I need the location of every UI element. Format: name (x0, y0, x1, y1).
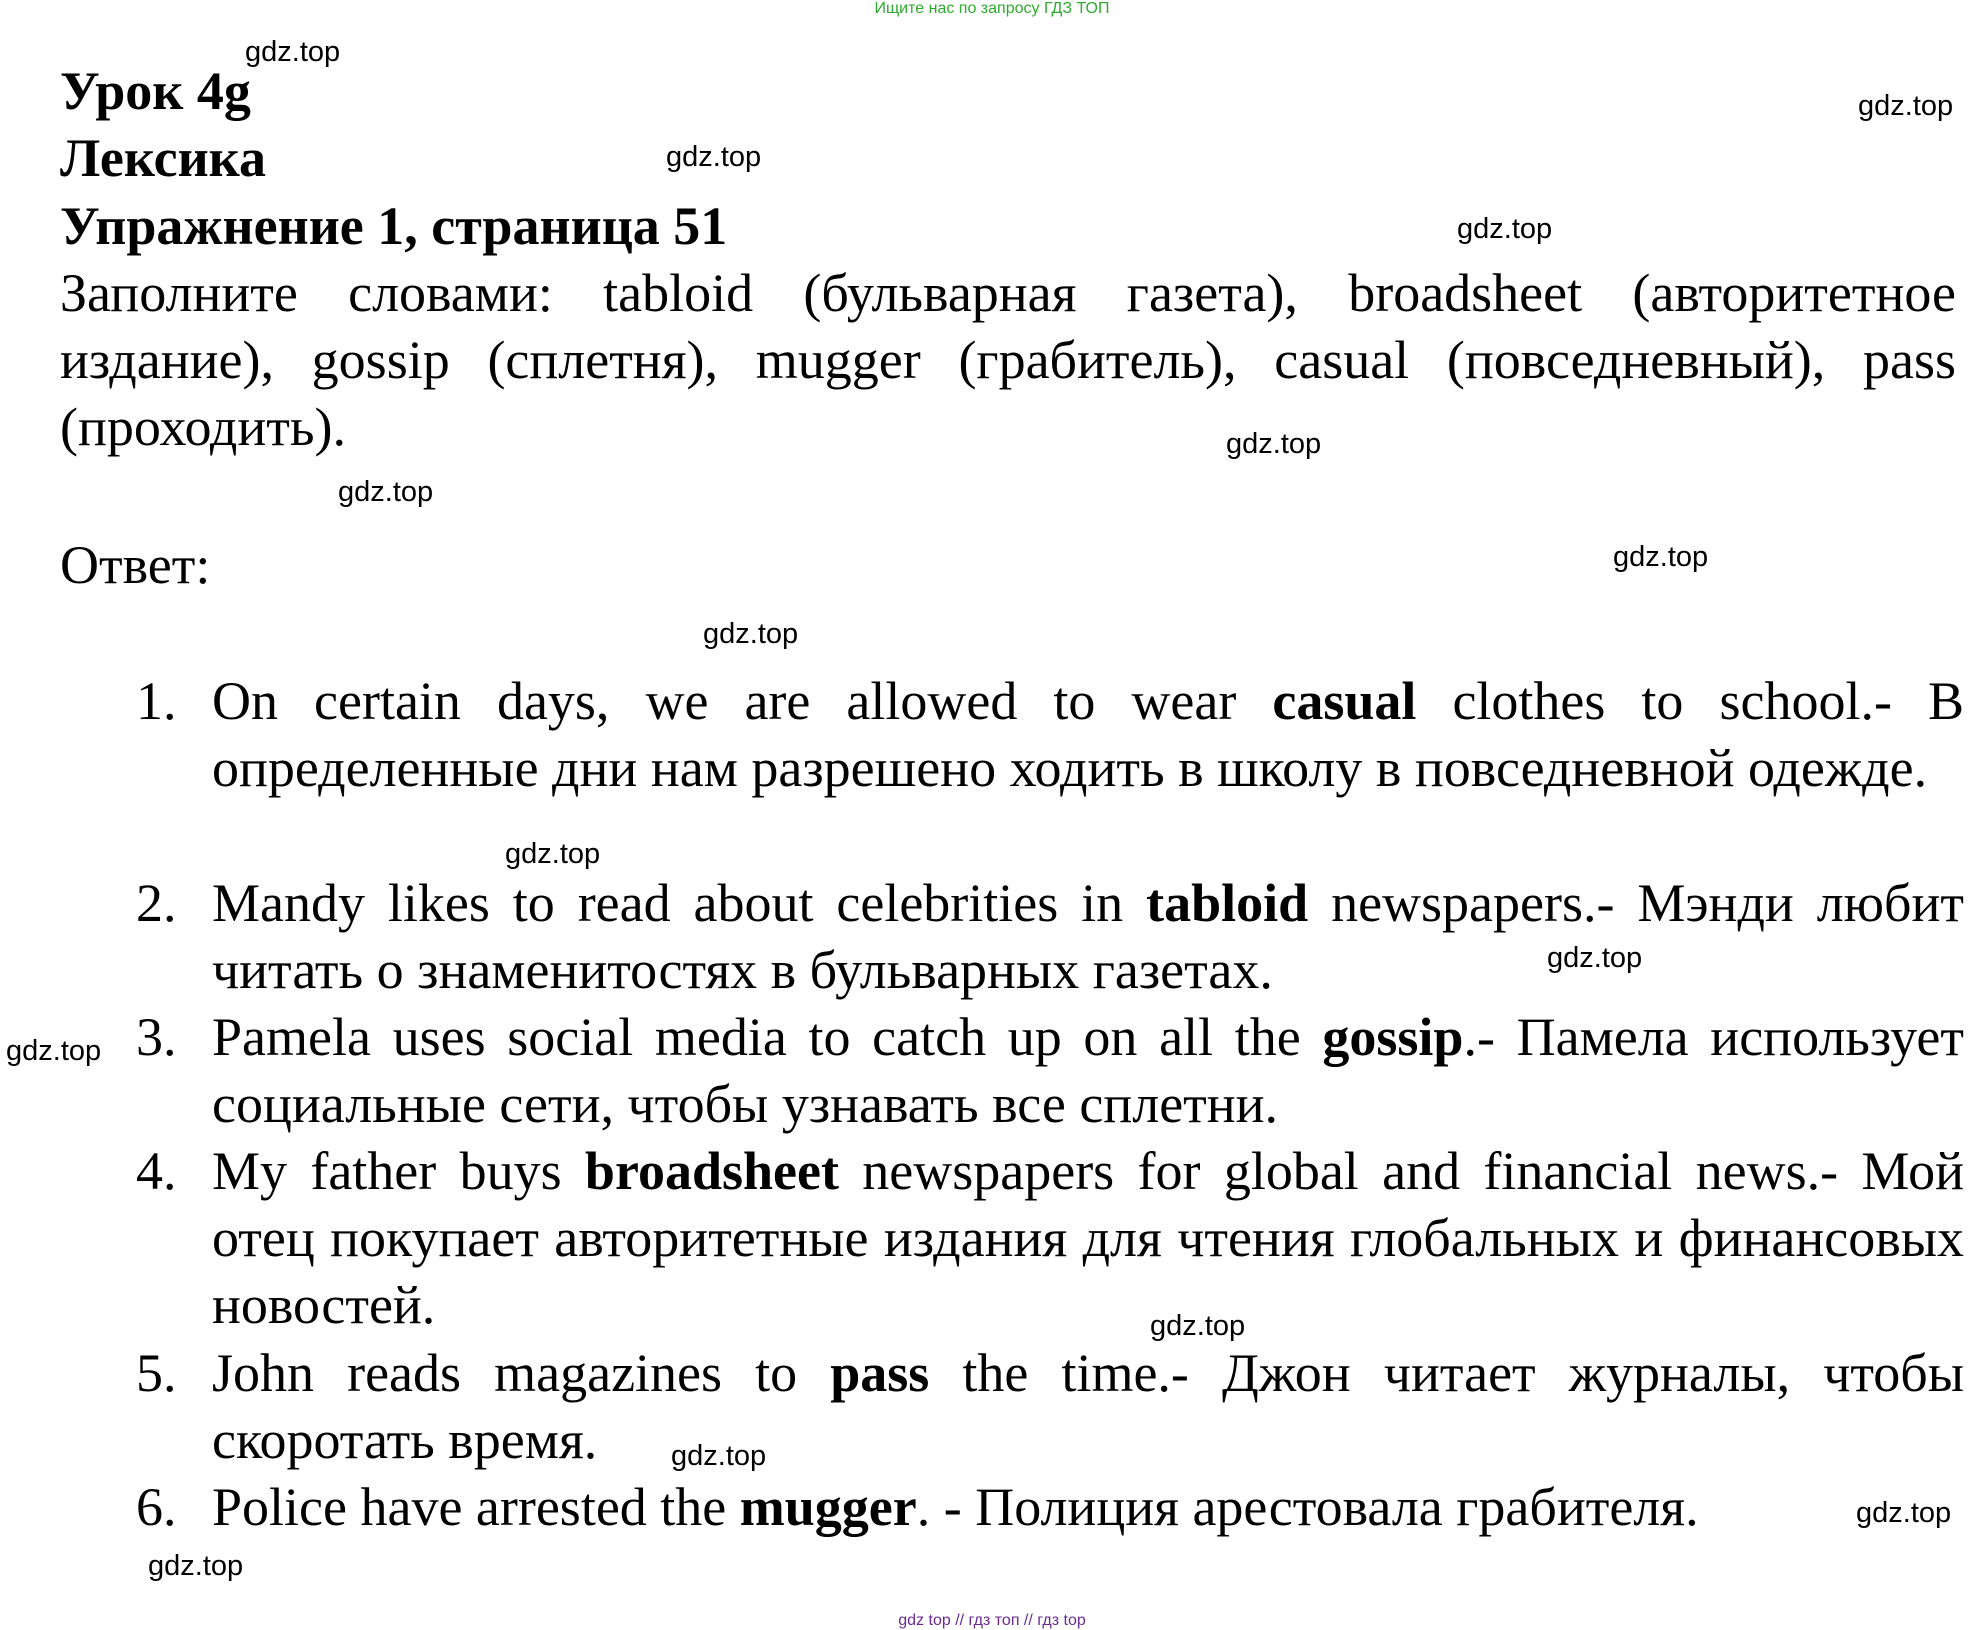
answer-text-before: John reads magazines to (212, 1343, 831, 1403)
answer-number: 6. (136, 1477, 177, 1537)
answer-text-after: newspapers for global and financial news.- Мой отец покупает авторитетные издания для чтения глобальных и финансовых новостей. (212, 1141, 1964, 1335)
answer-number: 2. (136, 873, 177, 933)
answer-text-before: My father buys (212, 1141, 585, 1201)
answer-number: 4. (136, 1141, 177, 1201)
answer-text-before: Mandy likes to read about celebrities in (212, 873, 1147, 933)
watermark: gdz.top (1858, 90, 1954, 122)
watermark: gdz.top (666, 141, 762, 173)
answer-item-6 (136, 1474, 1964, 1541)
answer-text-after: clothes to school.- В определенные дни нам разрешено ходить в школу в повседневной одежде. (212, 671, 1964, 798)
answer-text-before: On certain days, we are allowed to wear (212, 671, 1273, 731)
answer-keyword: mugger (739, 1477, 917, 1537)
answer-item-3 (136, 1004, 1964, 1138)
task-text: Заполните словами: tabloid (бульварная газета), broadsheet (авторитетное издание), gossip (сплетня), mugger (грабитель), casual (повседневный), pass (проходить). (60, 263, 1956, 457)
watermark: gdz.top (1856, 1497, 1952, 1529)
top-banner[interactable]: Ищите нас по запросу ГДЗ ТОП (874, 0, 1110, 17)
watermark: gdz.top (6, 1035, 102, 1067)
answer-number: 5. (136, 1343, 177, 1403)
answer-item-4 (136, 1138, 1964, 1339)
answer-text-after: .- Памела использует социальные сети, чтобы узнавать все сплетни. (212, 1007, 1964, 1134)
watermark: gdz.top (1150, 1310, 1246, 1342)
answer-text-after: newspapers.- Мэнди любит читать о знаменитостях в бульварных газетах. (212, 873, 1964, 1000)
answer-text-before: Police have arrested the (212, 1477, 740, 1537)
watermark: gdz.top (338, 476, 434, 508)
watermark: gdz.top (245, 36, 341, 68)
watermark: gdz.top (1613, 541, 1709, 573)
exercise-title: Упражнение 1, страница 51 (60, 196, 728, 256)
answer-keyword: broadsheet (584, 1141, 839, 1201)
answer-text-after: the time.- Джон читает журналы, чтобы скоротать время. (212, 1343, 1964, 1470)
answer-text-before: Pamela uses social media to catch up on all the (212, 1007, 1323, 1067)
answer-keyword: gossip (1322, 1007, 1464, 1067)
section-title: Лексика (60, 128, 266, 188)
answer-text-after: . - Полиция арестовала грабителя. (916, 1477, 1699, 1537)
answer-item-1 (136, 668, 1964, 802)
watermark: gdz.top (1457, 213, 1553, 245)
answer-item-5 (136, 1340, 1964, 1474)
watermark: gdz.top (703, 618, 799, 650)
answer-keyword: tabloid (1146, 873, 1309, 933)
watermark: gdz.top (148, 1550, 244, 1582)
answer-number: 3. (136, 1007, 177, 1067)
answer-keyword: casual (1272, 671, 1417, 731)
answer-label: Ответ: (60, 535, 211, 595)
watermark: gdz.top (1226, 428, 1322, 460)
answer-item-2 (136, 870, 1964, 1004)
answer-number: 1. (136, 671, 177, 731)
lesson-title: Урок 4g (60, 61, 251, 121)
watermark: gdz.top (1547, 942, 1643, 974)
watermark: gdz.top (505, 838, 601, 870)
watermark: gdz.top (671, 1440, 767, 1472)
bottom-links[interactable]: gdz top // гдз топ // гдз top (898, 1612, 1086, 1629)
answer-keyword: pass (830, 1343, 930, 1403)
